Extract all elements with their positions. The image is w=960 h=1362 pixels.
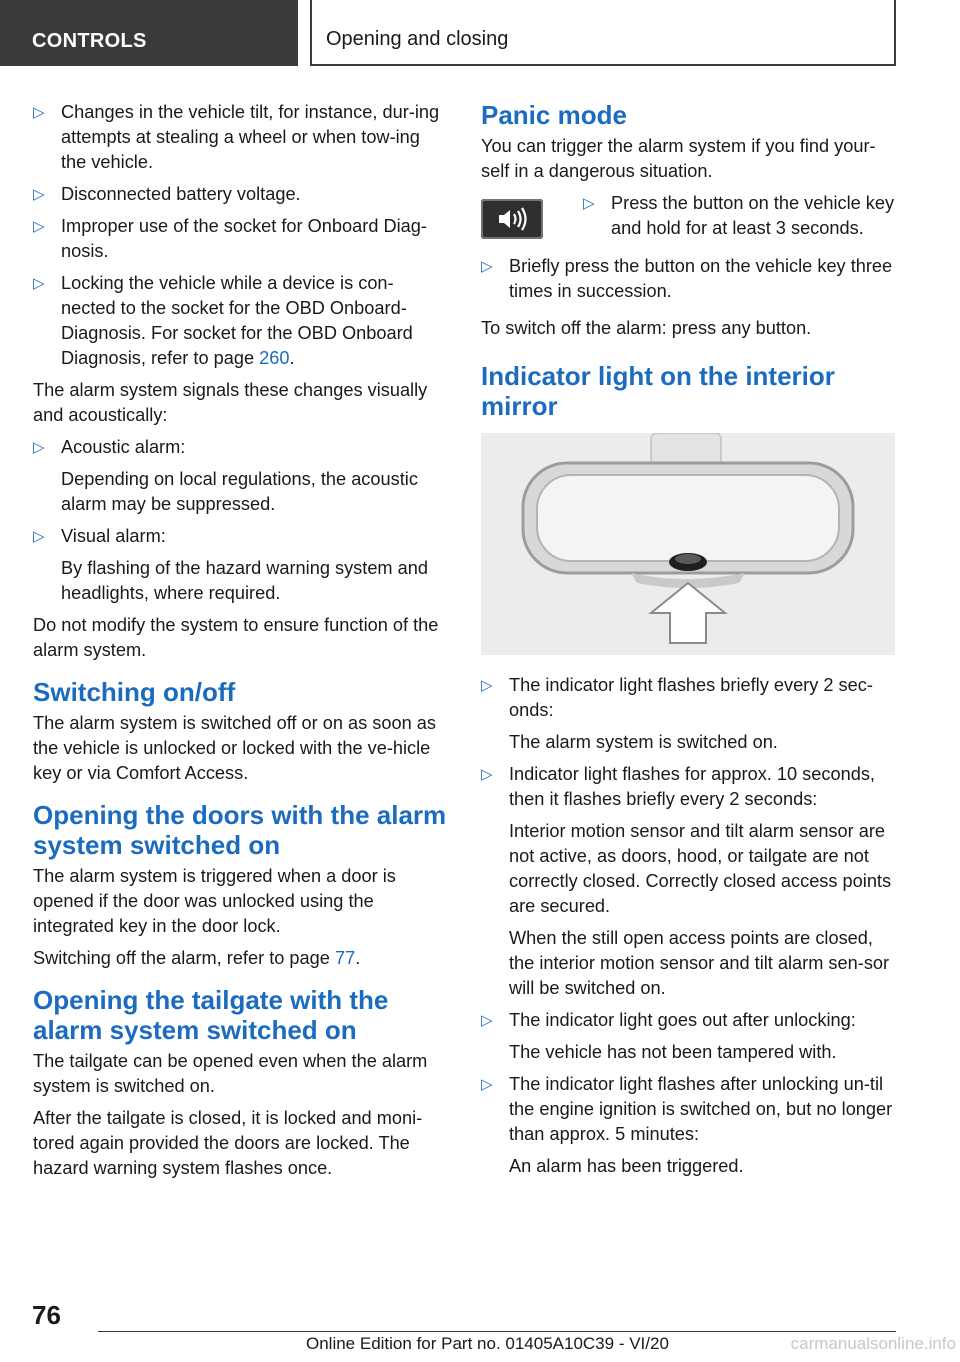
list-item: ▷ Locking the vehicle while a device is con-nected to the socket for the OBD Onboard-Diagnosis. For socket for the OBD Onboard Diagnosis, refer to page 260. [33, 273, 413, 368]
list-item: ▷ Briefly press the button on the vehicle key three times in succession. [481, 256, 893, 301]
bullet-icon: ▷ [481, 677, 493, 694]
modify-paragraph: Do not modify the system to ensure function of the alarm system. [33, 615, 439, 660]
list-item: ▷ Indicator light flashes for approx. 10 seconds, then it flashes briefly every 2 seconds: Interior motion sensor and tilt alarm sensor are not active, as doors, hood, or tailgate are not correctly closed. Correctly closed access points are secured. When the still open access points are closed, the interior motion sensor and tilt alarm sen-sor will be switched on. [481, 764, 892, 998]
bullet-icon: ▷ [481, 766, 493, 783]
tailgate-heading: Opening the tailgate with the alarm system switched on [33, 985, 389, 1045]
list-item: ▷ The indicator light goes out after unlocking: The vehicle has not been tampered with. [481, 1010, 856, 1062]
list-item: ▷ Changes in the vehicle tilt, for instance, dur-ing attempts at stealing a wheel or when tow-ing the vehicle. [33, 102, 440, 172]
indicator-heading: Indicator light on the interior mirror [481, 361, 835, 421]
signal-type-list [33, 435, 447, 606]
doors-heading: Opening the doors with the alarm system switched on [33, 800, 447, 860]
bullet-icon: ▷ [33, 186, 45, 203]
panic-button-icon [481, 199, 543, 239]
right-column [481, 100, 895, 1186]
interior-mirror-illustration [481, 433, 895, 655]
section-title: CONTROLS [0, 0, 298, 66]
list-item: ▷ Visual alarm: By flashing of the hazard warning system and headlights, where required. [33, 526, 428, 603]
watermark: carmanualsonline.info [790, 1334, 956, 1353]
panic-paragraph: You can trigger the alarm system if you find your-self in a dangerous situation. [481, 136, 876, 181]
panic-list [481, 254, 895, 304]
list-item: ▷ The indicator light flashes after unlocking un-til the engine ignition is switched on, but no longer than approx. 5 minutes: An alarm has been triggered. [481, 1074, 893, 1176]
indicator-list [481, 673, 895, 1179]
list-item: ▷ The indicator light flashes briefly every 2 sec-onds: The alarm system is switched on. [481, 675, 873, 752]
left-column [33, 100, 447, 1188]
chapter-title: Opening and closing [310, 0, 896, 66]
panic-heading: Panic mode [481, 100, 627, 130]
page-header [0, 0, 960, 66]
page-link-77[interactable]: 77 [334, 948, 356, 968]
page-link-260[interactable]: 260 [259, 348, 290, 368]
bullet-icon: ▷ [583, 195, 595, 212]
page-number: 76 [32, 1300, 61, 1330]
bullet-icon: ▷ [33, 104, 45, 121]
footer-edition: Online Edition for Part no. 01405A10C39 - VI/20 [306, 1334, 669, 1353]
switch-off-paragraph: To switch off the alarm: press any button. [481, 318, 812, 338]
bullet-icon: ▷ [33, 528, 45, 545]
bullet-icon: ▷ [33, 275, 45, 292]
bullet-icon: ▷ [33, 218, 45, 235]
switching-paragraph: The alarm system is switched off or on as soon as the vehicle is unlocked or locked with the ve-hicle key or via Comfort Access. [33, 713, 436, 783]
doors-paragraph: The alarm system is triggered when a door is opened if the door was unlocked using the integrated key in the door lock. [33, 866, 396, 936]
bullet-icon: ▷ [481, 1012, 493, 1029]
list-item: ▷ Acoustic alarm: Depending on local regulations, the acoustic alarm may be suppressed. [33, 437, 418, 514]
panic-key-row [481, 191, 895, 247]
doors-reference: Switching off the alarm, refer to page 77. [33, 948, 361, 968]
list-item: ▷ Improper use of the socket for Onboard Diag-nosis. [33, 216, 427, 261]
tailgate-paragraph-2: After the tailgate is closed, it is locked and moni-tored again provided the doors are locked. The hazard warning system flashes once. [33, 1108, 423, 1178]
footer-divider [98, 1331, 896, 1332]
list-item: ▷ Disconnected battery voltage. [33, 182, 447, 207]
tailgate-paragraph-1: The tailgate can be opened even when the alarm system is switched on. [33, 1051, 428, 1096]
switching-heading: Switching on/off [33, 677, 236, 707]
signals-paragraph: The alarm system signals these changes visually and acoustically: [33, 380, 428, 425]
list-item: ▷ Press the button on the vehicle key and hold for at least 3 seconds. [583, 193, 895, 238]
alarm-trigger-list [33, 100, 447, 371]
bullet-icon: ▷ [33, 439, 45, 456]
bullet-icon: ▷ [481, 1076, 493, 1093]
bullet-icon: ▷ [481, 258, 493, 275]
